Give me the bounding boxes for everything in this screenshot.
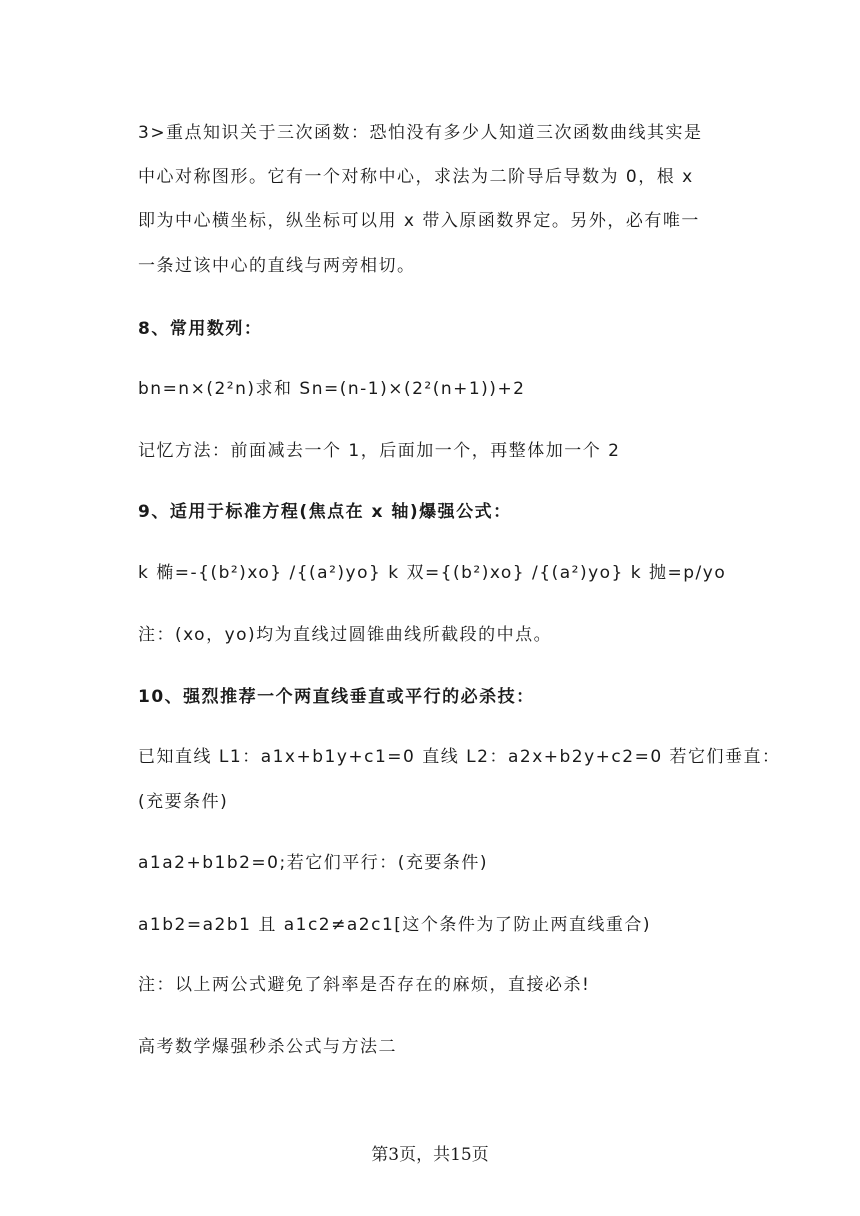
cubic-paragraph-line-4: 一条过该中心的直线与两旁相切。: [138, 256, 416, 276]
cubic-paragraph-line-2: 中心对称图形。它有一个对称中心，求法为二阶导后导数为 0，根 x: [138, 167, 694, 187]
section-8-memory-tip: 记忆方法：前面减去一个 1，后面加一个，再整体加一个 2: [138, 441, 621, 461]
section-10-line-1: 已知直线 L1：a1x+b1y+c1=0 直线 L2：a2x+b2y+c2=0 若它们垂直：: [138, 747, 781, 767]
section-9-note: 注：(xo，yo)均为直线过圆锥曲线所截段的中点。: [138, 625, 553, 645]
cubic-paragraph-line-1: 3>重点知识关于三次函数：恐怕没有多少人知道三次函数曲线其实是: [138, 123, 703, 143]
page-number-footer: 第3页，共15页: [371, 1145, 489, 1165]
section-10-note: 注：以上两公式避免了斜率是否存在的麻烦，直接必杀!: [138, 975, 591, 995]
cubic-paragraph-line-3: 即为中心横坐标，纵坐标可以用 x 带入原函数界定。另外，必有唯一: [138, 211, 700, 231]
section-9-heading: 9、适用于标准方程(焦点在 x 轴)爆强公式：: [138, 502, 512, 522]
section-10-line-4: a1b2=a2b1 且 a1c2≠a2c1[这个条件为了防止两直线重合): [138, 915, 652, 935]
section-10-line-3: a1a2+b1b2=0;若它们平行：(充要条件): [138, 853, 488, 873]
section-8-heading: 8、常用数列：: [138, 319, 263, 339]
section-9-formula: k 椭=-{(b²)xo} /{(a²)yo} k 双={(b²)xo} /{(a²)yo} k 抛=p/yo: [138, 563, 727, 583]
section-8-formula: bn=n×(2²n)求和 Sn=(n-1)×(2²(n+1))+2: [138, 379, 526, 399]
closing-title: 高考数学爆强秒杀公式与方法二: [138, 1037, 397, 1057]
section-10-heading: 10、强烈推荐一个两直线垂直或平行的必杀技：: [138, 687, 535, 707]
section-10-line-2: (充要条件): [138, 792, 229, 812]
